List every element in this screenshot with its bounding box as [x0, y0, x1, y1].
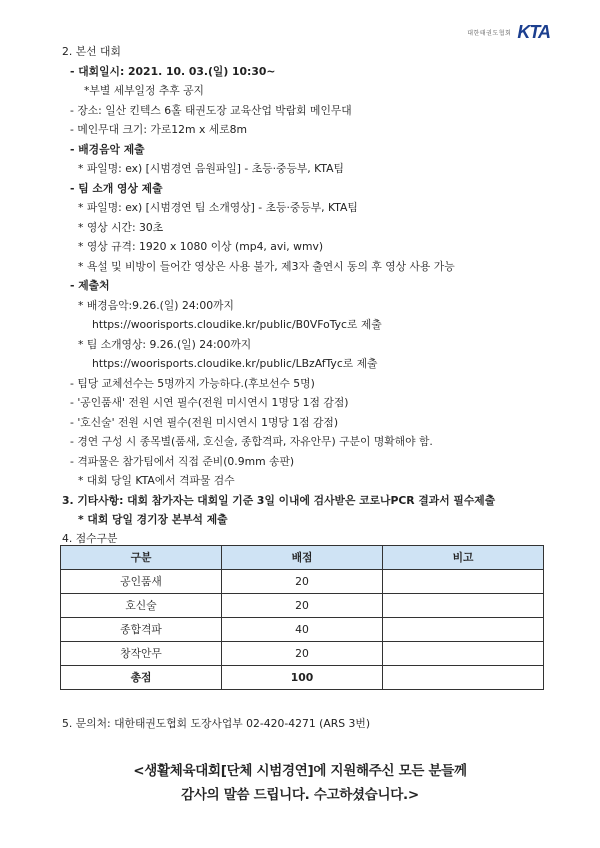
bgm-submission-heading: - 배경음악 제출: [70, 143, 145, 156]
schedule-note: *부별 세부일정 추후 공지: [84, 84, 204, 97]
cell-remarks: [383, 642, 544, 666]
cell-points: 20: [222, 642, 383, 666]
stage-size: - 메인무대 크기: 가로12m x 세로8m: [70, 123, 248, 136]
table-row: [61, 618, 544, 642]
cell-remarks: [383, 618, 544, 642]
score-table-header-row: [61, 546, 544, 570]
pcr-submission-note: * 대회 당일 경기장 본부석 제출: [78, 513, 228, 526]
section-3-other: 3. 기타사항: 대회 참가자는 대회일 기준 3일 이내에 검사받은 코로나PCR 결과서 필수제출: [62, 494, 496, 507]
substitute-rule: - 팀당 교체선수는 5명까지 가능하다.(후보선수 5명): [70, 377, 315, 390]
header-points: 배점: [222, 546, 383, 570]
cell-category: 호신술: [61, 594, 222, 618]
venue: - 장소: 일산 킨텍스 6홀 태권도장 교육산업 박람회 메인무대: [70, 104, 352, 117]
bgm-link[interactable]: https://woorisports.cloudike.kr/public/B0VFoTyc로 제출: [92, 318, 382, 331]
logo-mark: KTA: [517, 22, 550, 42]
section-4-title: 4. 점수구분: [62, 532, 118, 545]
total-label: 총점: [61, 666, 222, 690]
video-spec: * 영상 규격: 1920 x 1080 이상 (mp4, avi, wmv): [78, 240, 324, 253]
cell-points: 20: [222, 570, 383, 594]
video-link[interactable]: https://woorisports.cloudike.kr/public/LBzAfTyc로 제출: [92, 357, 378, 370]
video-duration: * 영상 시간: 30초: [78, 221, 164, 234]
thanks-line-2: 감사의 말씀 드립니다. 수고하셨습니다.>: [181, 787, 419, 803]
table-row: [61, 570, 544, 594]
header-category: 구분: [61, 546, 222, 570]
composition-rule: - 경연 구성 시 종목별(품새, 호신술, 종합격파, 자유안무) 구분이 명확해야 함.: [70, 435, 433, 448]
cell-points: 40: [222, 618, 383, 642]
hosinsul-rule: - '호신술' 전원 시연 필수(전원 미시연시 1명당 1점 감점): [70, 416, 339, 429]
score-table: [60, 545, 544, 690]
total-points: 100: [222, 666, 383, 690]
table-total-row: [61, 666, 544, 690]
breaking-inspection: * 대회 당일 KTA에서 격파물 검수: [78, 474, 235, 487]
cell-remarks: [383, 594, 544, 618]
bgm-deadline: * 배경음악:9.26.(일) 24:00까지: [78, 299, 234, 312]
video-submission-heading: - 팀 소개 영상 제출: [70, 182, 163, 195]
cell-points: 20: [222, 594, 383, 618]
cell-category: 종합격파: [61, 618, 222, 642]
thanks-line-1: <생활체육대회[단체 시범경연]에 지원해주신 모든 분들께: [133, 763, 467, 779]
video-filename: * 파일명: ex) [시범경연 팀 소개영상] - 초등·중등부, KTA팀: [78, 201, 358, 214]
cell-category: 공인품새: [61, 570, 222, 594]
cell-category: 창작안무: [61, 642, 222, 666]
bgm-filename: * 파일명: ex) [시범경연 음원파일] - 초등·중등부, KTA팀: [78, 162, 344, 175]
section-2-title: 2. 본선 대회: [62, 45, 121, 58]
event-datetime: - 대회일시: 2021. 10. 03.(일) 10:30~: [70, 65, 276, 78]
total-remarks: [383, 666, 544, 690]
video-restriction: * 욕설 및 비방이 들어간 영상은 사용 불가, 제3자 출연시 동의 후 영상 사용 가능: [78, 260, 455, 273]
video-deadline: * 팀 소개영상: 9.26.(일) 24:00까지: [78, 338, 252, 351]
cell-remarks: [383, 570, 544, 594]
contact-info: 5. 문의처: 대한태권도협회 도장사업부 02-420-4271 (ARS 3번): [62, 717, 371, 730]
submission-heading: - 제출처: [70, 279, 110, 292]
poomsae-rule: - '공인품새' 전원 시연 필수(전원 미시연시 1명당 1점 감점): [70, 396, 349, 409]
header-remarks: 비고: [383, 546, 544, 570]
breaking-material-rule: - 격파물은 참가팀에서 직접 준비(0.9mm 송판): [70, 455, 295, 468]
kta-logo: [467, 22, 550, 43]
table-row: [61, 594, 544, 618]
table-row: [61, 642, 544, 666]
logo-small-text: 대한태권도협회: [467, 30, 512, 37]
